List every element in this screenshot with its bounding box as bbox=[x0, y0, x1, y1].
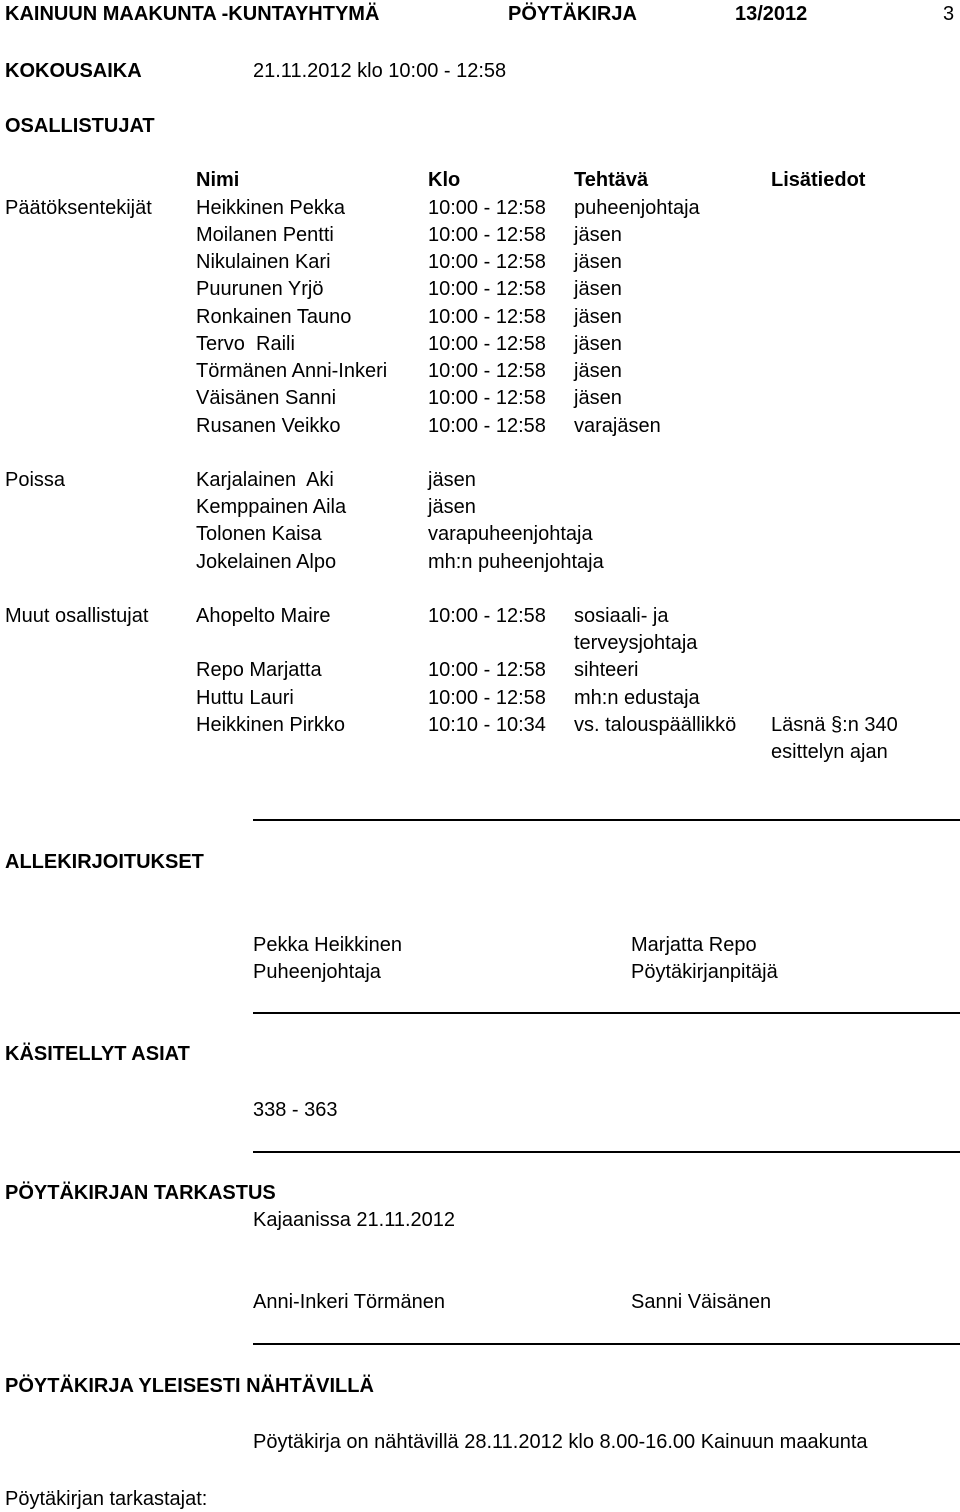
participant-role: mh:n edustaja bbox=[574, 687, 700, 709]
participant-role: jäsen bbox=[574, 333, 622, 355]
section-divider bbox=[253, 819, 960, 821]
page-number: 3 bbox=[943, 3, 955, 25]
public-text: Pöytäkirja on nähtävillä 28.11.2012 klo 8.00-16.00 Kainuun maakunta bbox=[253, 1431, 868, 1453]
reviewers-label: Pöytäkirjan tarkastajat: bbox=[5, 1488, 208, 1510]
col-header-time: Klo bbox=[428, 169, 461, 191]
meeting-time-value: 21.11.2012 klo 10:00 - 12:58 bbox=[253, 60, 507, 82]
participant-name: Jokelainen Alpo bbox=[196, 551, 337, 573]
participant-name: Ahopelto Maire bbox=[196, 605, 331, 627]
participant-note-continued: esittelyn ajan bbox=[771, 741, 888, 763]
section-divider bbox=[253, 1012, 960, 1014]
participant-name: Puurunen Yrjö bbox=[196, 278, 324, 300]
participant-time: 10:00 - 12:58 bbox=[428, 251, 546, 273]
decision-makers-label: Päätöksentekijät bbox=[5, 197, 152, 219]
participant-name: Huttu Lauri bbox=[196, 687, 294, 709]
section-divider bbox=[253, 1151, 960, 1153]
doc-type: PÖYTÄKIRJA bbox=[508, 3, 637, 25]
others-label: Muut osallistujat bbox=[5, 605, 149, 627]
items-title: KÄSITELLYT ASIAT bbox=[5, 1043, 190, 1065]
participant-name: Ronkainen Tauno bbox=[196, 306, 352, 328]
participant-name: Heikkinen Pekka bbox=[196, 197, 345, 219]
items-range: 338 - 363 bbox=[253, 1099, 338, 1121]
absent-label: Poissa bbox=[5, 469, 66, 491]
participant-time: 10:00 - 12:58 bbox=[428, 278, 546, 300]
participant-role: jäsen bbox=[574, 306, 622, 328]
org-name: KAINUUN MAAKUNTA -KUNTAYHTYMÄ bbox=[5, 3, 380, 25]
participant-role: jäsen bbox=[574, 278, 622, 300]
participant-role: vs. talouspäällikkö bbox=[574, 714, 737, 736]
secretary-role: Pöytäkirjanpitäjä bbox=[631, 961, 778, 983]
participant-time: 10:00 - 12:58 bbox=[428, 306, 546, 328]
col-header-role: Tehtävä bbox=[574, 169, 649, 191]
participant-time: 10:00 - 12:58 bbox=[428, 687, 546, 709]
participant-role: mh:n puheenjohtaja bbox=[428, 551, 604, 573]
participant-time: 10:00 - 12:58 bbox=[428, 197, 546, 219]
participant-time: 10:00 - 12:58 bbox=[428, 360, 546, 382]
participant-role: sosiaali- ja bbox=[574, 605, 669, 627]
participant-time: 10:00 - 12:58 bbox=[428, 659, 546, 681]
participant-time: 10:00 - 12:58 bbox=[428, 387, 546, 409]
participant-time: 10:10 - 10:34 bbox=[428, 714, 546, 736]
participant-name: Törmänen Anni-Inkeri bbox=[196, 360, 388, 382]
participant-name: Kemppainen Aila bbox=[196, 496, 347, 518]
participant-role-continued: terveysjohtaja bbox=[574, 632, 698, 654]
public-title: PÖYTÄKIRJA YLEISESTI NÄHTÄVILLÄ bbox=[5, 1375, 374, 1397]
participants-title: OSALLISTUJAT bbox=[5, 115, 155, 137]
participant-role: varapuheenjohtaja bbox=[428, 523, 593, 545]
participant-role: jäsen bbox=[428, 496, 476, 518]
participant-role: varajäsen bbox=[574, 415, 661, 437]
review-place-date: Kajaanissa 21.11.2012 bbox=[253, 1209, 456, 1231]
participant-name: Väisänen Sanni bbox=[196, 387, 337, 409]
participant-time: 10:00 - 12:58 bbox=[428, 415, 546, 437]
participant-name: Rusanen Veikko bbox=[196, 415, 341, 437]
participant-role: jäsen bbox=[574, 224, 622, 246]
review-title: PÖYTÄKIRJAN TARKASTUS bbox=[5, 1182, 276, 1204]
participant-name: Tervo Raili bbox=[196, 333, 295, 355]
col-header-notes: Lisätiedot bbox=[771, 169, 866, 191]
participant-role: sihteeri bbox=[574, 659, 639, 681]
col-header-name: Nimi bbox=[196, 169, 240, 191]
section-divider bbox=[253, 1343, 960, 1345]
participant-time: 10:00 - 12:58 bbox=[428, 224, 546, 246]
participant-name: Heikkinen Pirkko bbox=[196, 714, 345, 736]
participant-role: puheenjohtaja bbox=[574, 197, 700, 219]
secretary-name: Marjatta Repo bbox=[631, 934, 757, 956]
participant-role: jäsen bbox=[574, 251, 622, 273]
participant-role: jäsen bbox=[574, 360, 622, 382]
participant-name: Moilanen Pentti bbox=[196, 224, 334, 246]
chair-role: Puheenjohtaja bbox=[253, 961, 381, 983]
reviewer-2: Sanni Väisänen bbox=[631, 1291, 772, 1313]
participant-role: jäsen bbox=[574, 387, 622, 409]
participant-name: Repo Marjatta bbox=[196, 659, 322, 681]
participant-time: 10:00 - 12:58 bbox=[428, 605, 546, 627]
participant-name: Nikulainen Kari bbox=[196, 251, 331, 273]
participant-name: Tolonen Kaisa bbox=[196, 523, 322, 545]
participant-role: jäsen bbox=[428, 469, 476, 491]
reviewer-1: Anni-Inkeri Törmänen bbox=[253, 1291, 445, 1313]
participant-name: Karjalainen Aki bbox=[196, 469, 334, 491]
participant-time: 10:00 - 12:58 bbox=[428, 333, 546, 355]
signatures-title: ALLEKIRJOITUKSET bbox=[5, 851, 204, 873]
participant-note: Läsnä §:n 340 bbox=[771, 714, 898, 736]
meeting-time-label: KOKOUSAIKA bbox=[5, 60, 142, 82]
doc-number: 13/2012 bbox=[735, 3, 808, 25]
chair-name: Pekka Heikkinen bbox=[253, 934, 402, 956]
